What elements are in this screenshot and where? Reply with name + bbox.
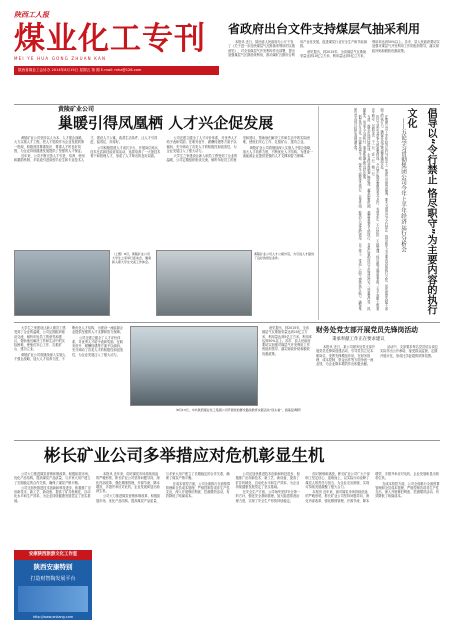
lead-photo-1 <box>14 250 110 316</box>
right-article-subheadline: ——五论学习贯彻集团公司今年上半年经济运行分析会 <box>400 118 406 253</box>
ad-image <box>18 586 88 612</box>
ad-line-2: 陕西安康特别 <box>33 563 73 571</box>
bottom-article-body: 本报讯 近年来，面对煤炭市场持续低迷的严峻形势，彬长矿业公司坚持问题导向，深化内部改革，强化精细管理，开源节流、降本增效，多措并举应对危机，企业发展彰显出勃勃生机。 公司大力推进煤炭营销体制改革，积极拓展市场，优化产品结构，提高煤炭产品质量，与多家大用户建立了长期稳定的合作关系，确保了煤炭产销平衡。 在成本管控方面，公司全面推行全面预算管理和全员成本管理，严格控制各项非生产性支出，深入开展修旧利废、挖潜增效活动，有效降低了吨煤成本。 公司还加快推进技术创新和科技进步，积极推广应用新技术、新工艺、新设备，提高了矿井机械化、自动化水平和生产效率，为企业持续健康发展奠定了坚实基础。 在安全生产方面，公司始终坚持安全第一的方针，强化安全基础管理，加大隐患排查治理力度，实现了安全生产形势持续稳定。 面对困难和挑战，彬长矿业公司广大干部职工坚定信心、迎难而上，以实际行动诠释了煤炭人的责任与担当，为企业走出困境、实现可持续发展凝聚了强大合力。 本报讯 近年来，面对煤炭市场持续低迷的严峻形势，彬长矿业公司坚持问题导向，深化内部改革，强化精细管理，开源节流、降本增效，多措并举应对危机，企业发展彰显出勃勃生机。 在成本管控方面，公司全面推行全面预算管理和全员成本管理，严格控制各项非生产性支出，深入开展修旧利废、挖潜增效活动，有效降低了吨煤成本。 <box>96 472 440 503</box>
lead-kicker: 黄陵矿业公司 <box>58 106 95 113</box>
brand-logo: 陕西工人报 <box>14 11 49 19</box>
divider-bottom <box>14 440 440 441</box>
bottom-headline: 彬长矿业公司多举措应对危机彰显生机 <box>44 446 325 465</box>
mid-right-subheadline: 秉承奉献工作正在要求建议 <box>332 337 385 342</box>
ad-url: http://www.ankang.com <box>32 615 74 619</box>
middle-group-photo <box>130 326 258 406</box>
divider-middle <box>14 322 440 323</box>
middle-left-text: 大学生之家建设让新入职员工感受到了企业的温暖，公司定期组织座谈交流，倾听年轻员工的意见和建议，帮助他们解决工作和生活中的实际困难，使他们安心工作、扎根矿山、建功立业。 黄陵矿业公司将继续深入实施人才强企战略，加大人才培养力度，不断优化人才结构，为建设一流能源企业提供坚强的人才支撑和智力保障。 公司还建立健全了人才评价体系，对优秀人才给予表彰奖励，在职务晋升、薪酬待遇等方面予以倾斜，充分调动了各类人才的积极性和创造性，为企业发展注入了强大动力。 <box>14 326 123 362</box>
lead-photo-2-caption: 黄陵矿业公司人才公寓外景，为引进人才提供了良好的居住条件。 <box>254 252 315 260</box>
right-article-body: 在集团公司上半年经济运行分析会上，集团公司领导强调，要大力倡导以“令行禁止、恪尽职守”为主要内容的执行文化，切实提高各级干部职工的执行力，确保各项决策部署落到实处。 执行力是企业竞争力的重要体现。令行禁止就是要做到有令必行、有禁必止，不打折扣、不搞变通；恪尽职守就是要求每一名干部职工都要忠于职守、尽职尽责，干一行、爱一行、精一行。 当前，煤炭市场持续低迷，企业经营面临严峻挑战。越是困难时期，越需要强有力的执行。各单位要把执行文化建设作为一项重要任务，抓紧抓实，形成人人讲执行、事事抓落实的良好局面。 倡导执行文化，关键在领导干部。领导干部要带头执行、以身作则，做执行力建设的表率，以上率下，带动广大职工提高执行能力，确保集团公司各项目标任务圆满完成。 <box>353 108 388 311</box>
bottom-left-text: 公司大力推进煤炭营销体制改革，积极拓展市场，优化产品结构，提高煤炭产品质量，与多家大用户建立了长期稳定的合作关系，确保了煤炭产销平衡。 公司还加快推进技术创新和科技进步，积极推广应用新技术、新工艺、新设备，提高了矿井机械化、自动化水平和生产效率，为企业持续健康发展奠定了坚实基础。 <box>14 472 92 503</box>
ad-line-1: 安康陕西旅游文化工作室 <box>14 550 92 560</box>
masthead-info-band: 陕西省煤业工会协办 2014年8月15日 星期五 第 期 E-mail: mhz@126.com <box>14 66 219 75</box>
mid-right-headline: 财务处党支部开展党员先锋岗活动 <box>316 326 418 334</box>
lead-article-body: 黄陵矿业公司坚持以人为本、人才强企战略，大力实施人才工程，把人才资源作为企业发展的第一资源，积极营造尊重知识、尊重人才的良好氛围，为企业持续健康发展提供了坚强的人才保证。 近年来，公司不断完善人才引进、培养、使用和激励机制，多渠道引进高校毕业生和专业技术人才，建设人才公寓，改善生活条件，让人才引得进、留得住、用得好。 公司积极搭建人才成长平台，开展岗位练兵、技术比武和技能竞赛活动，选拔培养了一大批技术骨干和管理人才，形成了人才辈出的良好局面。 公司还建立健全了人才评价体系，对优秀人才给予表彰奖励，在职务晋升、薪酬待遇等方面予以倾斜，充分调动了各类人才的积极性和创造性，为企业发展注入了强大动力。 大学生之家建设让新入职员工感受到了企业的温暖，公司定期组织座谈交流，倾听年轻员工的意见和建议，帮助他们解决工作和生活中的实际困难，使他们安心工作、扎根矿山、建功立业。 黄陵矿业公司将继续深入实施人才强企战略，加大人才培养力度，不断优化人才结构，为建设一流能源企业提供坚强的人才支撑和智力保障。 <box>14 136 314 163</box>
divider-top <box>14 104 440 105</box>
middle-mid-text: 意见提出，到2015年，全省煤层气瓦斯抽采量达到10亿立方米，利用量达到5亿立方米，利用率达到50%以上。各市、县人民政府要切实加强对煤层气开发利用工作的组织领导，落实财政补贴和税收优惠政策。 <box>262 326 312 356</box>
advertisement <box>14 550 92 620</box>
middle-photo-caption: （8月13日，中共陕西煤业化工集团公司开展党的群众路线教育实践活动“回头看”，到基层调研） <box>174 408 303 412</box>
lead-headline: 巢暖引得凤凰栖 人才兴企促发展 <box>58 114 274 132</box>
right-article-headline: 倡导以“令行禁止 恪尽职守”为主要内容的执行文化 <box>405 108 436 315</box>
lead-photo-1-caption: （上图）8月，黄陵矿业公司大学生之家举行座谈会，邀请新入职大学生交流工作体会。 <box>112 252 152 264</box>
masthead-title: 煤业化工专刊 <box>14 21 206 57</box>
masthead-pinyin: MEI YE HUA GONG ZHUAN KAN <box>14 56 107 61</box>
top-article-body: 本报讯 近日，陕西省人民政府办公厅下发了《关于进一步加快煤层气瓦斯抽采利用的实施意见》，对全省煤层气开发利用作出部署，提出加强煤层气瓦斯抽采利用，推动煤矿瓦斯综合利用产业化发展，促进煤炭行业安全生产和节能减排。 意见提出，到2015年，全省煤层气瓦斯抽采量达到10亿立方米，利用量达到5亿立方米，利用率达到50%以上。各市、县人民政府要切实加强对煤层气开发利用工作的组织领导，落实财政补贴和税收优惠政策。 <box>228 40 440 58</box>
lead-photo-2 <box>156 250 252 316</box>
mid-right-body: 本报讯 近日，某公司财务处党支部开展党员先锋岗创建活动，引导党员立足本职岗位，发挥先锋模范作用，在财务管理、成本控制、资金运作等方面争创一流业绩，为企业降本增效作出积极贡献。 活动中，支部要求每名党员结合岗位实际作出公开承诺，接受群众监督，定期开展评比，形成比学赶超的浓厚氛围。 <box>316 345 438 367</box>
ad-line-3: 打造财智陶发展平台 <box>30 576 76 582</box>
top-article-headline: 省政府出台文件支持煤层气抽采利用 <box>228 22 421 36</box>
divider-right-column <box>318 106 319 320</box>
